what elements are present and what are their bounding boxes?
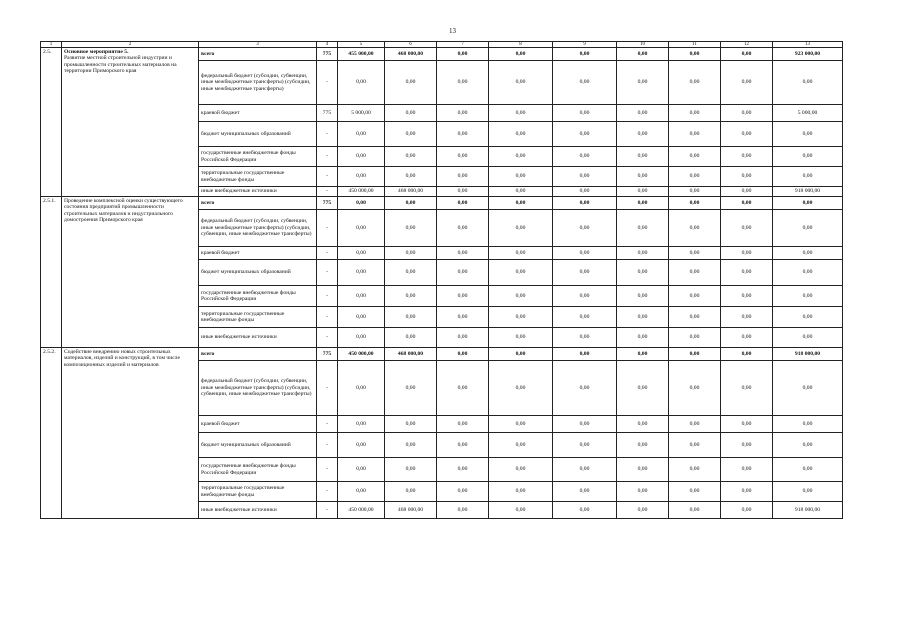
- amount-cell: 0,00: [385, 61, 437, 105]
- amount-cell: 0,00: [721, 433, 773, 458]
- amount-cell: 0,00: [338, 247, 385, 260]
- responsible-code: -: [317, 260, 338, 286]
- amount-cell: 0,00: [773, 122, 843, 147]
- amount-cell: 0,00: [721, 458, 773, 482]
- item-code: 2.5.2.: [41, 348, 62, 519]
- amount-cell: 0,00: [553, 122, 617, 147]
- amount-cell: 0,00: [489, 328, 553, 348]
- amount-cell: 0,00: [338, 61, 385, 105]
- amount-cell: 0,00: [773, 361, 843, 416]
- amount-cell: 0,00: [553, 433, 617, 458]
- amount-cell: 468 000,00: [385, 187, 437, 197]
- table-row: [41, 348, 843, 361]
- responsible-code: -: [317, 482, 338, 502]
- amount-cell: 0,00: [617, 433, 669, 458]
- funding-source: бюджет муниципальных образований: [199, 260, 317, 286]
- column-number: 7: [437, 42, 489, 48]
- amount-cell: 0,00: [721, 307, 773, 328]
- amount-cell: 0,00: [669, 247, 721, 260]
- funding-source: всего: [199, 197, 317, 210]
- amount-cell: 0,00: [489, 48, 553, 61]
- amount-cell: 0,00: [385, 260, 437, 286]
- amount-cell: 0,00: [437, 307, 489, 328]
- funding-source: краевой бюджет: [199, 105, 317, 122]
- amount-cell: 0,00: [385, 247, 437, 260]
- amount-cell: 0,00: [773, 286, 843, 307]
- responsible-code: -: [317, 210, 338, 247]
- amount-cell: 0,00: [721, 328, 773, 348]
- amount-cell: 0,00: [338, 197, 385, 210]
- amount-cell: 0,00: [338, 416, 385, 433]
- amount-cell: 0,00: [773, 247, 843, 260]
- amount-cell: 0,00: [553, 61, 617, 105]
- amount-cell: 0,00: [617, 197, 669, 210]
- amount-cell: 0,00: [489, 502, 553, 519]
- amount-cell: 0,00: [437, 502, 489, 519]
- amount-cell: 0,00: [338, 361, 385, 416]
- funding-source: бюджет муниципальных образований: [199, 433, 317, 458]
- amount-cell: 0,00: [617, 348, 669, 361]
- amount-cell: 0,00: [489, 105, 553, 122]
- amount-cell: 0,00: [385, 307, 437, 328]
- funding-source: территориальные государственные внебюджетные фонды: [199, 482, 317, 502]
- funding-source: всего: [199, 348, 317, 361]
- responsible-code: -: [317, 416, 338, 433]
- amount-cell: 0,00: [669, 361, 721, 416]
- amount-cell: 0,00: [721, 122, 773, 147]
- amount-cell: 0,00: [669, 307, 721, 328]
- amount-cell: 0,00: [553, 361, 617, 416]
- funding-source: территориальные государственные внебюджетные фонды: [199, 167, 317, 187]
- item-code: 2.5.1.: [41, 197, 62, 348]
- amount-cell: 0,00: [489, 210, 553, 247]
- amount-cell: 0,00: [553, 147, 617, 167]
- amount-cell: 0,00: [773, 147, 843, 167]
- responsible-code: -: [317, 286, 338, 307]
- column-number: 13: [773, 42, 843, 48]
- funding-source: государственные внебюджетные фонды Российской Федерации: [199, 286, 317, 307]
- amount-cell: 0,00: [489, 361, 553, 416]
- responsible-code: -: [317, 502, 338, 519]
- column-number: 10: [617, 42, 669, 48]
- amount-cell: 0,00: [669, 61, 721, 105]
- item-description: Проведение комплексной оценки существующего состояния предприятий промышленности строительных материалов и индустриального домостроения Приморского края: [64, 198, 183, 224]
- amount-cell: 455 000,00: [338, 48, 385, 61]
- amount-cell: 0,00: [385, 328, 437, 348]
- amount-cell: 0,00: [617, 482, 669, 502]
- column-number: 12: [721, 42, 773, 48]
- amount-cell: 0,00: [489, 348, 553, 361]
- amount-cell: 0,00: [721, 348, 773, 361]
- funding-source: иные внебюджетные источники: [199, 502, 317, 519]
- amount-cell: 0,00: [385, 210, 437, 247]
- amount-cell: 0,00: [489, 260, 553, 286]
- amount-cell: 0,00: [338, 286, 385, 307]
- amount-cell: 0,00: [489, 147, 553, 167]
- responsible-code: -: [317, 247, 338, 260]
- item-description: Содействие внедрению новых строительных материалов, изделий и конструкций, в том числе композиционных изделий и материалов: [64, 349, 180, 368]
- responsible-code: 775: [317, 197, 338, 210]
- funding-source: всего: [199, 48, 317, 61]
- amount-cell: 0,00: [669, 147, 721, 167]
- amount-cell: 0,00: [553, 416, 617, 433]
- amount-cell: 0,00: [489, 167, 553, 187]
- funding-source: иные внебюджетные источники: [199, 328, 317, 348]
- amount-cell: 0,00: [617, 502, 669, 519]
- amount-cell: 0,00: [489, 416, 553, 433]
- amount-cell: 0,00: [669, 416, 721, 433]
- amount-cell: 0,00: [385, 482, 437, 502]
- amount-cell: 0,00: [489, 122, 553, 147]
- amount-cell: 0,00: [773, 307, 843, 328]
- amount-cell: 0,00: [669, 210, 721, 247]
- funding-source: федеральный бюджет (субсидии, субвенции, иные межбюджетные трансферты) (субсидии, субвенции, иные межбюджетные трансферты): [199, 361, 317, 416]
- amount-cell: 0,00: [617, 105, 669, 122]
- amount-cell: 0,00: [617, 247, 669, 260]
- amount-cell: 0,00: [553, 482, 617, 502]
- amount-cell: 0,00: [437, 122, 489, 147]
- responsible-code: -: [317, 147, 338, 167]
- amount-cell: 0,00: [669, 105, 721, 122]
- amount-cell: 918 000,00: [773, 348, 843, 361]
- amount-cell: 0,00: [385, 361, 437, 416]
- amount-cell: 0,00: [721, 502, 773, 519]
- amount-cell: 0,00: [437, 482, 489, 502]
- amount-cell: 0,00: [437, 416, 489, 433]
- amount-cell: 5 000,00: [773, 105, 843, 122]
- amount-cell: 0,00: [669, 433, 721, 458]
- amount-cell: 0,00: [437, 147, 489, 167]
- column-number: 5: [338, 42, 385, 48]
- item-name: [62, 48, 199, 197]
- amount-cell: 0,00: [385, 286, 437, 307]
- amount-cell: 0,00: [338, 260, 385, 286]
- responsible-code: -: [317, 61, 338, 105]
- amount-cell: 0,00: [773, 433, 843, 458]
- amount-cell: 0,00: [437, 167, 489, 187]
- funding-source: территориальные государственные внебюджетные фонды: [199, 307, 317, 328]
- item-code: 2.5.: [41, 48, 62, 197]
- amount-cell: 0,00: [489, 433, 553, 458]
- amount-cell: 0,00: [553, 348, 617, 361]
- amount-cell: 0,00: [773, 197, 843, 210]
- amount-cell: 918 000,00: [773, 187, 843, 197]
- funding-source: федеральный бюджет (субсидии, субвенции, иные межбюджетные трансферты) (субсидии, субвенции, иные межбюджетные трансферты): [199, 210, 317, 247]
- amount-cell: 0,00: [489, 482, 553, 502]
- amount-cell: 0,00: [385, 458, 437, 482]
- funding-source: иные внебюджетные источники: [199, 187, 317, 197]
- amount-cell: 0,00: [437, 328, 489, 348]
- amount-cell: 0,00: [437, 197, 489, 210]
- amount-cell: 0,00: [338, 307, 385, 328]
- amount-cell: 0,00: [617, 167, 669, 187]
- responsible-code: -: [317, 187, 338, 197]
- amount-cell: 0,00: [721, 61, 773, 105]
- amount-cell: 0,00: [437, 61, 489, 105]
- amount-cell: 0,00: [385, 147, 437, 167]
- amount-cell: 0,00: [553, 197, 617, 210]
- amount-cell: 0,00: [773, 210, 843, 247]
- amount-cell: 0,00: [338, 482, 385, 502]
- amount-cell: 0,00: [721, 210, 773, 247]
- amount-cell: 0,00: [553, 48, 617, 61]
- amount-cell: 0,00: [338, 210, 385, 247]
- amount-cell: 0,00: [385, 433, 437, 458]
- amount-cell: 0,00: [617, 210, 669, 247]
- amount-cell: 0,00: [553, 328, 617, 348]
- column-number: 1: [41, 42, 62, 48]
- column-number: 11: [669, 42, 721, 48]
- amount-cell: 0,00: [437, 433, 489, 458]
- table-body: [41, 42, 843, 519]
- responsible-code: -: [317, 167, 338, 187]
- amount-cell: 0,00: [489, 247, 553, 260]
- amount-cell: 0,00: [553, 286, 617, 307]
- amount-cell: 0,00: [721, 247, 773, 260]
- amount-cell: 0,00: [437, 247, 489, 260]
- amount-cell: 0,00: [385, 197, 437, 210]
- amount-cell: 0,00: [721, 197, 773, 210]
- table-row: [41, 197, 843, 210]
- amount-cell: 0,00: [721, 167, 773, 187]
- amount-cell: 0,00: [437, 348, 489, 361]
- funding-source: бюджет муниципальных образований: [199, 122, 317, 147]
- amount-cell: 0,00: [338, 458, 385, 482]
- column-number: 8: [489, 42, 553, 48]
- amount-cell: 0,00: [553, 502, 617, 519]
- amount-cell: 0,00: [669, 122, 721, 147]
- amount-cell: 0,00: [773, 328, 843, 348]
- responsible-code: -: [317, 433, 338, 458]
- column-number: 2: [62, 42, 199, 48]
- amount-cell: 0,00: [721, 482, 773, 502]
- responsible-code: -: [317, 307, 338, 328]
- funding-source: государственные внебюджетные фонды Российской Федерации: [199, 458, 317, 482]
- amount-cell: 0,00: [617, 286, 669, 307]
- table-row: [41, 48, 843, 61]
- amount-cell: 0,00: [773, 482, 843, 502]
- amount-cell: 0,00: [437, 105, 489, 122]
- amount-cell: 0,00: [489, 197, 553, 210]
- responsible-code: -: [317, 328, 338, 348]
- amount-cell: 0,00: [553, 458, 617, 482]
- funding-source: краевой бюджет: [199, 247, 317, 260]
- responsible-code: 775: [317, 348, 338, 361]
- amount-cell: 0,00: [669, 458, 721, 482]
- amount-cell: 0,00: [617, 122, 669, 147]
- amount-cell: 0,00: [721, 48, 773, 61]
- amount-cell: 0,00: [338, 433, 385, 458]
- amount-cell: 0,00: [669, 167, 721, 187]
- amount-cell: 0,00: [669, 260, 721, 286]
- amount-cell: 0,00: [553, 105, 617, 122]
- amount-cell: 0,00: [617, 48, 669, 61]
- amount-cell: 0,00: [489, 187, 553, 197]
- amount-cell: 450 000,00: [338, 187, 385, 197]
- amount-cell: 0,00: [721, 416, 773, 433]
- responsible-code: 775: [317, 105, 338, 122]
- item-name: [62, 348, 199, 519]
- amount-cell: 0,00: [553, 187, 617, 197]
- amount-cell: 0,00: [437, 361, 489, 416]
- amount-cell: 0,00: [617, 361, 669, 416]
- item-description: Развитие местной строительной индустрии и промышленности строительных материалов на территории Приморского края: [64, 55, 177, 75]
- amount-cell: 0,00: [385, 167, 437, 187]
- amount-cell: 0,00: [669, 482, 721, 502]
- amount-cell: 0,00: [669, 328, 721, 348]
- amount-cell: 0,00: [437, 458, 489, 482]
- funding-source: краевой бюджет: [199, 416, 317, 433]
- amount-cell: 0,00: [385, 122, 437, 147]
- amount-cell: 468 000,00: [385, 502, 437, 519]
- column-number: 9: [553, 42, 617, 48]
- amount-cell: 0,00: [385, 105, 437, 122]
- amount-cell: 468 000,00: [385, 348, 437, 361]
- amount-cell: 0,00: [617, 260, 669, 286]
- amount-cell: 0,00: [669, 348, 721, 361]
- amount-cell: 0,00: [773, 167, 843, 187]
- amount-cell: 0,00: [437, 210, 489, 247]
- responsible-code: -: [317, 458, 338, 482]
- amount-cell: 0,00: [437, 260, 489, 286]
- amount-cell: 0,00: [489, 307, 553, 328]
- amount-cell: 0,00: [617, 187, 669, 197]
- item-name: [62, 197, 199, 348]
- item-title: Основное мероприятие 5.: [64, 49, 129, 55]
- amount-cell: 0,00: [338, 147, 385, 167]
- amount-cell: 0,00: [617, 147, 669, 167]
- page-number: 13: [449, 27, 456, 35]
- amount-cell: 0,00: [553, 260, 617, 286]
- column-number: 4: [317, 42, 338, 48]
- amount-cell: 0,00: [721, 260, 773, 286]
- amount-cell: 0,00: [617, 61, 669, 105]
- amount-cell: 0,00: [338, 328, 385, 348]
- amount-cell: 0,00: [617, 458, 669, 482]
- amount-cell: 0,00: [437, 286, 489, 307]
- amount-cell: 0,00: [338, 122, 385, 147]
- funding-source: государственные внебюджетные фонды Российской Федерации: [199, 147, 317, 167]
- responsible-code: 775: [317, 48, 338, 61]
- amount-cell: 0,00: [721, 361, 773, 416]
- amount-cell: 0,00: [553, 247, 617, 260]
- budget-table: [40, 41, 843, 519]
- amount-cell: 0,00: [617, 328, 669, 348]
- amount-cell: 0,00: [669, 187, 721, 197]
- amount-cell: 0,00: [773, 458, 843, 482]
- amount-cell: 5 000,00: [338, 105, 385, 122]
- responsible-code: -: [317, 361, 338, 416]
- amount-cell: 0,00: [437, 187, 489, 197]
- amount-cell: 468 000,00: [385, 48, 437, 61]
- amount-cell: 0,00: [385, 416, 437, 433]
- amount-cell: 0,00: [617, 416, 669, 433]
- amount-cell: 0,00: [773, 61, 843, 105]
- amount-cell: 918 000,00: [773, 502, 843, 519]
- amount-cell: 0,00: [617, 307, 669, 328]
- column-number: 3: [199, 42, 317, 48]
- amount-cell: 0,00: [669, 286, 721, 307]
- responsible-code: -: [317, 122, 338, 147]
- amount-cell: 0,00: [437, 48, 489, 61]
- amount-cell: 0,00: [338, 167, 385, 187]
- amount-cell: 0,00: [721, 105, 773, 122]
- amount-cell: 0,00: [721, 147, 773, 167]
- amount-cell: 0,00: [773, 416, 843, 433]
- amount-cell: 0,00: [721, 187, 773, 197]
- amount-cell: 0,00: [669, 48, 721, 61]
- amount-cell: 923 000,00: [773, 48, 843, 61]
- amount-cell: 0,00: [489, 61, 553, 105]
- amount-cell: 0,00: [773, 260, 843, 286]
- amount-cell: 450 000,00: [338, 348, 385, 361]
- amount-cell: 0,00: [669, 197, 721, 210]
- amount-cell: 0,00: [669, 502, 721, 519]
- amount-cell: 0,00: [489, 458, 553, 482]
- amount-cell: 0,00: [721, 286, 773, 307]
- amount-cell: 450 000,00: [338, 502, 385, 519]
- amount-cell: 0,00: [553, 307, 617, 328]
- funding-source: федеральный бюджет (субсидии, субвенции, иные межбюджетные трансферты) (субсидии, иные межбюджетные трансферты): [199, 61, 317, 105]
- amount-cell: 0,00: [553, 210, 617, 247]
- column-number: 6: [385, 42, 437, 48]
- amount-cell: 0,00: [553, 167, 617, 187]
- amount-cell: 0,00: [489, 286, 553, 307]
